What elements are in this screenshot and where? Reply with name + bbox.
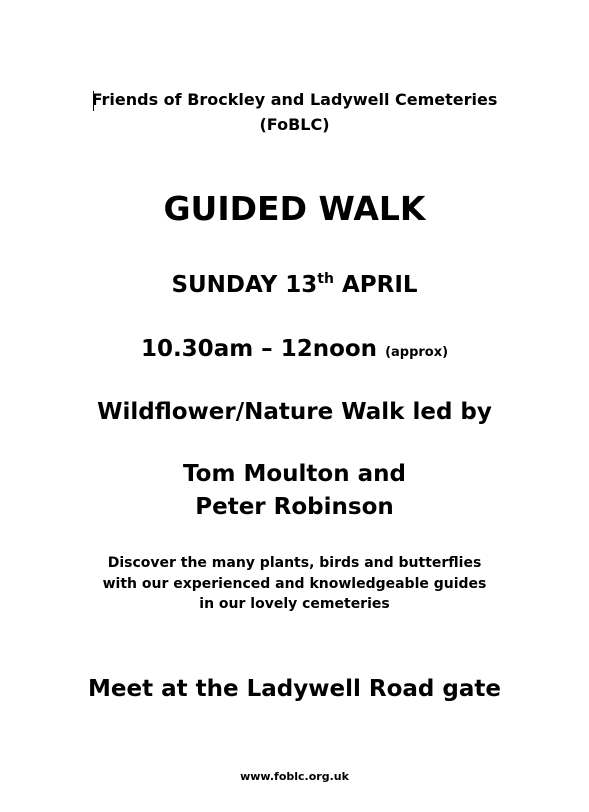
guide-names-line-2: Peter Robinson: [195, 494, 394, 520]
event-time-range: 10.30am – 12noon: [140, 336, 386, 362]
website-link[interactable]: www.foblc.org.uk: [240, 770, 349, 783]
organisation-abbreviation: (FoBLC): [259, 115, 330, 134]
event-time-note: (approx): [385, 345, 449, 360]
meeting-point: Meet at the Ladywell Road gate: [88, 676, 501, 702]
organisation-name: Friends of Brockley and Ladywell Cemeteries: [91, 90, 498, 109]
description-line-2: with our experienced and knowledgeable guides: [102, 576, 487, 592]
description-line-3: in our lovely cemeteries: [199, 596, 390, 612]
description-line-1: Discover the many plants, birds and butterflies: [107, 555, 482, 571]
page-title: GUIDED WALK: [163, 189, 426, 228]
guide-names-line-1: Tom Moulton and: [183, 461, 406, 487]
event-date-suffix: th: [317, 271, 334, 287]
event-time: [0, 336, 589, 362]
walk-type: Wildflower/Nature Walk led by: [97, 399, 492, 425]
event-date: [0, 272, 589, 298]
event-date-month: APRIL: [333, 272, 418, 298]
event-date-day: SUNDAY 13: [171, 272, 318, 298]
